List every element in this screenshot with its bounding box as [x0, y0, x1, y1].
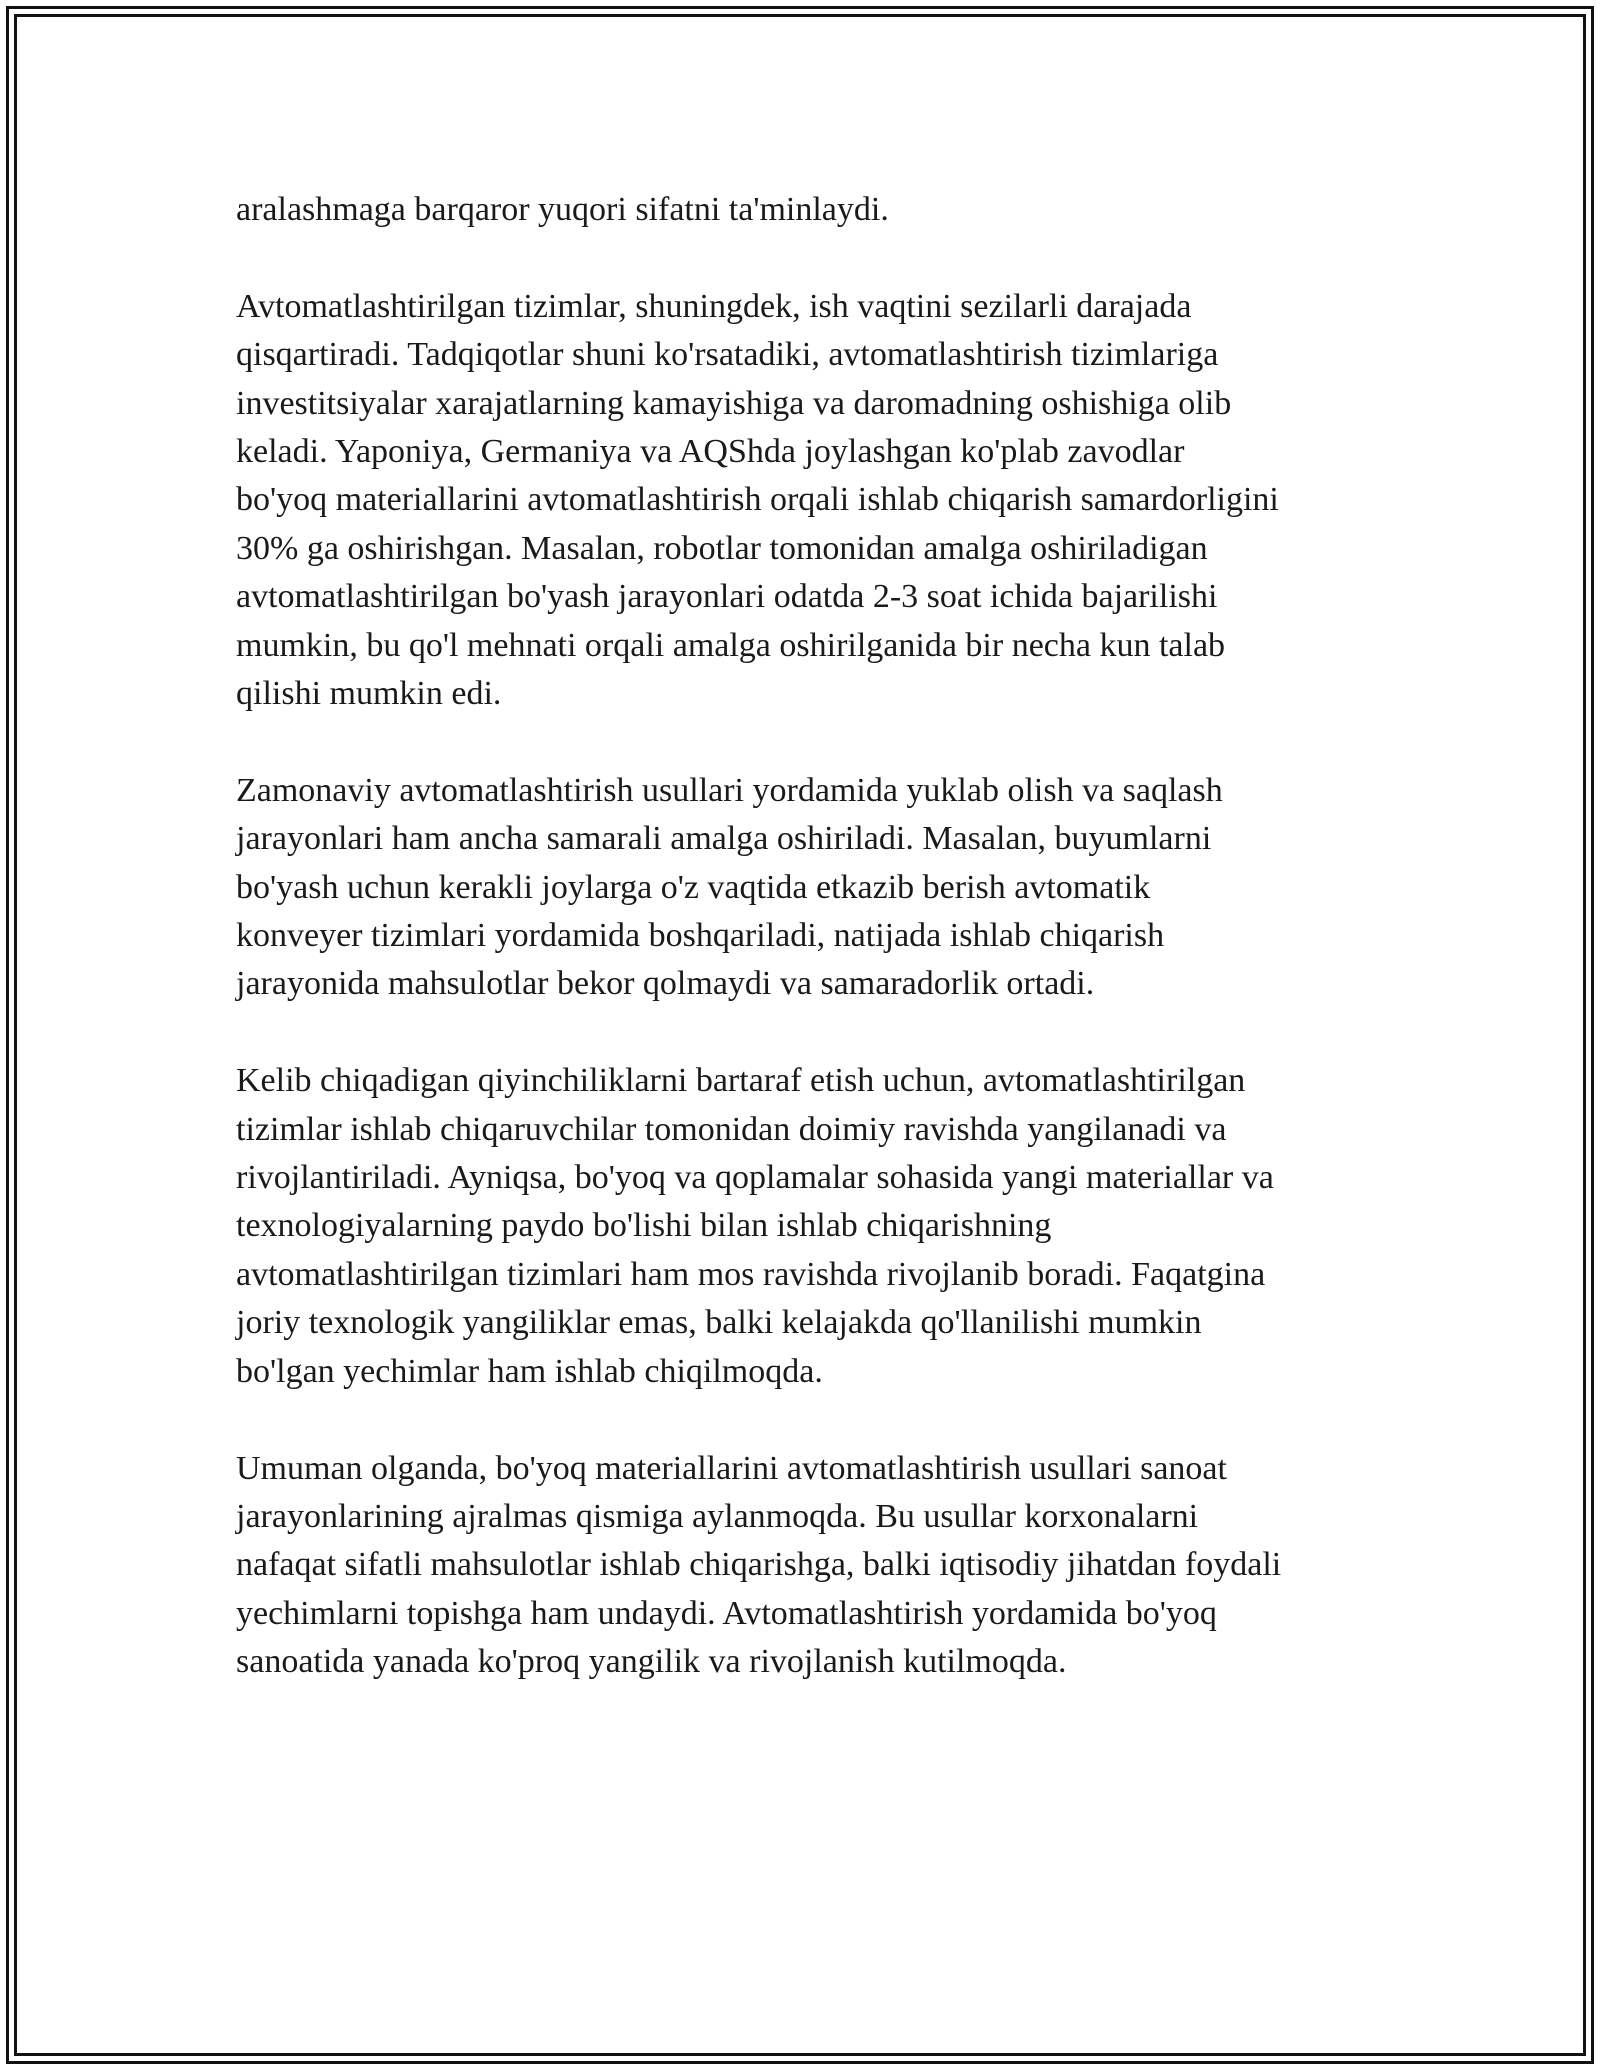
- text-line: Zamonaviy avtomatlashtirish usullari yordamida yuklab olish va saqlash: [236, 771, 1223, 809]
- text-line: bo'yash uchun kerakli joylarga o'z vaqtida etkazib berish avtomatik: [236, 868, 1151, 906]
- text-line: bo'lgan yechimlar ham ishlab chiqilmoqda.: [236, 1352, 823, 1390]
- text-line: yechimlarni topishga ham undaydi. Avtomatlashtirish yordamida bo'yoq: [236, 1594, 1217, 1632]
- paragraph: [236, 1445, 1386, 1687]
- text-line: Kelib chiqadigan qiyinchiliklarni bartaraf etish uchun, avtomatlashtirilgan: [236, 1062, 1246, 1100]
- text-line: 30% ga oshirishgan. Masalan, robotlar tomonidan amalga oshiriladigan: [236, 529, 1208, 567]
- text-line: texnologiyalarning paydo bo'lishi bilan ishlab chiqarishning: [236, 1207, 1052, 1245]
- paragraph: [236, 767, 1386, 1009]
- text-line: konveyer tizimlari yordamida boshqariladi, natijada ishlab chiqarish: [236, 917, 1165, 955]
- text-line: investitsiyalar xarajatlarning kamayishiga va daromadning oshishiga olib: [236, 384, 1232, 422]
- text-line: joriy texnologik yangiliklar emas, balki kelajakda qo'llanilishi mumkin: [236, 1304, 1202, 1342]
- text-line: jarayonida mahsulotlar bekor qolmaydi va samaradorlik ortadi.: [236, 965, 1095, 1003]
- paragraph: [236, 283, 1386, 719]
- text-line: rivojlantiriladi. Ayniqsa, bo'yoq va qoplamalar sohasida yangi materiallar va: [236, 1159, 1274, 1197]
- text-line: Umuman olganda, bo'yoq materiallarini avtomatlashtirish usullari sanoat: [236, 1449, 1227, 1487]
- document-body: [236, 186, 1386, 1687]
- text-line: Avtomatlashtirilgan tizimlar, shuningdek, ish vaqtini sezilarli darajada: [236, 287, 1192, 325]
- text-line: avtomatlashtirilgan tizimlari ham mos ravishda rivojlanib boradi. Faqatgina: [236, 1255, 1266, 1293]
- text-line: avtomatlashtirilgan bo'yash jarayonlari odatda 2-3 soat ichida bajarilishi: [236, 578, 1218, 616]
- text-line: mumkin, bu qo'l mehnati orqali amalga oshirilganida bir necha kun talab: [236, 626, 1226, 664]
- text-line: qisqartiradi. Tadqiqotlar shuni ko'rsatadiki, avtomatlashtirish tizimlariga: [236, 336, 1219, 374]
- text-line: bo'yoq materiallarini avtomatlashtirish orqali ishlab chiqarish samardorligini: [236, 481, 1279, 519]
- paragraph: [236, 186, 1386, 234]
- text-line: aralashmaga barqaror yuqori sifatni ta'minlaydi.: [236, 191, 889, 228]
- text-line: qilishi mumkin edi.: [236, 675, 502, 713]
- paragraph: [236, 1057, 1386, 1396]
- text-line: sanoatida yanada ko'proq yangilik va rivojlanish kutilmoqda.: [236, 1643, 1067, 1681]
- text-line: jarayonlarining ajralmas qismiga aylanmoqda. Bu usullar korxonalarni: [236, 1497, 1199, 1535]
- text-line: keladi. Yaponiya, Germaniya va AQShda joylashgan ko'plab zavodlar: [236, 433, 1185, 471]
- text-line: tizimlar ishlab chiqaruvchilar tomonidan doimiy ravishda yangilanadi va: [236, 1110, 1227, 1148]
- text-line: nafaqat sifatli mahsulotlar ishlab chiqarishga, balki iqtisodiy jihatdan foydali: [236, 1546, 1282, 1584]
- text-line: jarayonlari ham ancha samarali amalga oshiriladi. Masalan, buyumlarni: [236, 820, 1212, 858]
